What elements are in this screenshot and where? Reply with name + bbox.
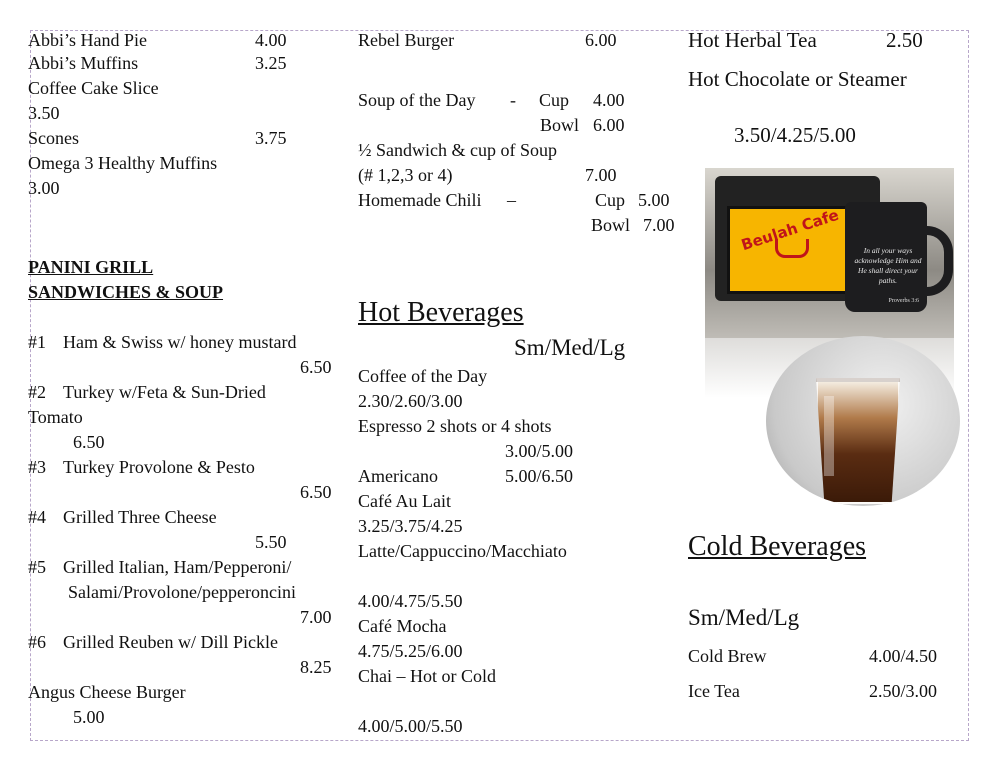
sandwich-name: Grilled Reuben w/ Dill Pickle <box>63 632 278 652</box>
section-title: Cold Beverages <box>688 531 867 562</box>
sandwich-number: #4 <box>28 507 46 527</box>
sandwich-price: 8.25 <box>300 657 332 677</box>
sandwich-price: 6.50 <box>73 432 105 452</box>
item-price: 3.00 <box>28 178 60 198</box>
drink-name: Cold Brew <box>688 646 767 666</box>
item-price: 4.00 <box>255 30 287 50</box>
item-name: Scones <box>28 128 79 148</box>
chili-name: Homemade Chili <box>358 190 482 210</box>
drink-name: Café Mocha <box>358 616 447 636</box>
drink-price: 3.25/3.75/4.25 <box>358 516 463 536</box>
sandwich-name: Ham & Swiss w/ honey mustard <box>63 332 297 352</box>
drink-price: 2.50/3.00 <box>869 681 938 701</box>
drink-name: Americano <box>358 466 438 486</box>
sandwich-price: 6.50 <box>300 357 332 377</box>
sandwich-price: 5.50 <box>255 532 287 552</box>
burger-price: 5.00 <box>73 707 105 727</box>
drink-price: 2.30/2.60/3.00 <box>358 391 463 411</box>
sandwich-number: #1 <box>28 332 46 352</box>
item-name: Hot Chocolate or Steamer <box>688 67 907 91</box>
chili-dash: – <box>507 190 516 210</box>
section-title: Hot Beverages <box>358 297 524 328</box>
section-title: SANDWICHES & SOUP <box>28 282 224 302</box>
burger-name: Angus Cheese Burger <box>28 682 186 702</box>
sandwich-number: #6 <box>28 632 46 652</box>
sandwich-name: Turkey w/Feta & Sun-Dried <box>63 382 266 402</box>
sandwich-number: #5 <box>28 557 46 577</box>
drink-price: 3.00/5.00 <box>505 441 574 461</box>
item-name: Rebel Burger <box>358 30 455 50</box>
item-price: 3.50 <box>28 103 60 123</box>
size-header: Sm/Med/Lg <box>688 605 800 630</box>
mug-handle <box>920 226 953 296</box>
sandwich-name-cont: Tomato <box>28 407 83 427</box>
sandwich-name-cont: Salami/Provolone/pepperoncini <box>68 582 296 602</box>
item-price: 3.50/4.25/5.00 <box>734 123 856 147</box>
item-name: Omega 3 Healthy Muffins <box>28 153 218 173</box>
drink-name: Chai – Hot or Cold <box>358 666 496 686</box>
item-name: Abbi’s Muffins <box>28 53 139 73</box>
item-price: 6.00 <box>585 30 617 50</box>
item-name: Hot Herbal Tea <box>688 28 817 52</box>
section-title: PANINI GRILL <box>28 257 154 277</box>
drink-name: Ice Tea <box>688 681 740 701</box>
drink-price: 4.00/4.75/5.50 <box>358 591 463 611</box>
soup-cup-price: 4.00 <box>593 90 625 110</box>
combo-price: 7.00 <box>585 165 617 185</box>
soup-dash: - <box>510 90 516 110</box>
sandwich-number: #3 <box>28 457 46 477</box>
chili-cup-label: Cup <box>595 190 626 210</box>
chili-cup-price: 5.00 <box>638 190 670 210</box>
drink-price: 4.75/5.25/6.00 <box>358 641 463 661</box>
drink-price: 4.00/5.00/5.50 <box>358 716 463 736</box>
drink-price: 5.00/6.50 <box>505 466 574 486</box>
coffee-mug <box>845 202 927 312</box>
soup-name: Soup of the Day <box>358 90 476 110</box>
sandwich-number: #2 <box>28 382 46 402</box>
drink-name: Latte/Cappuccino/Macchiato <box>358 541 567 561</box>
sandwich-price: 6.50 <box>300 482 332 502</box>
soup-cup-label: Cup <box>539 90 570 110</box>
item-price: 3.75 <box>255 128 287 148</box>
soup-bowl-label: Bowl <box>540 115 580 135</box>
drink-name: Coffee of the Day <box>358 366 488 386</box>
cafe-logo-sign <box>727 206 853 294</box>
cafe-mug-photo <box>705 168 954 338</box>
glass-shine <box>824 396 834 476</box>
drink-name: Café Au Lait <box>358 491 451 511</box>
mug-verse-ref: Proverbs 3:6 <box>888 298 919 304</box>
chili-bowl-price: 7.00 <box>643 215 675 235</box>
item-name: Abbi’s Hand Pie <box>28 30 147 50</box>
drink-price: 4.00/4.50 <box>869 646 938 666</box>
iced-coffee-photo <box>766 336 960 506</box>
sandwich-name: Turkey Provolone & Pesto <box>63 457 255 477</box>
drink-name: Espresso 2 shots or 4 shots <box>358 416 552 436</box>
item-price: 3.25 <box>255 53 287 73</box>
soup-bowl-price: 6.00 <box>593 115 625 135</box>
chili-bowl-label: Bowl <box>591 215 631 235</box>
sandwich-name: Grilled Italian, Ham/Pepperoni/ <box>63 557 292 577</box>
cafe-logo-text: Beulah Cafe <box>739 205 841 255</box>
item-name: Coffee Cake Slice <box>28 78 159 98</box>
sandwich-name: Grilled Three Cheese <box>63 507 217 527</box>
mug-verse: In all your ways acknowledge Him and He shall direct your paths. <box>854 246 922 285</box>
sandwich-price: 7.00 <box>300 607 332 627</box>
combo-note: (# 1,2,3 or 4) <box>358 165 453 185</box>
item-price: 2.50 <box>886 28 923 52</box>
combo-name: ½ Sandwich & cup of Soup <box>358 140 557 160</box>
size-header: Sm/Med/Lg <box>514 335 626 360</box>
